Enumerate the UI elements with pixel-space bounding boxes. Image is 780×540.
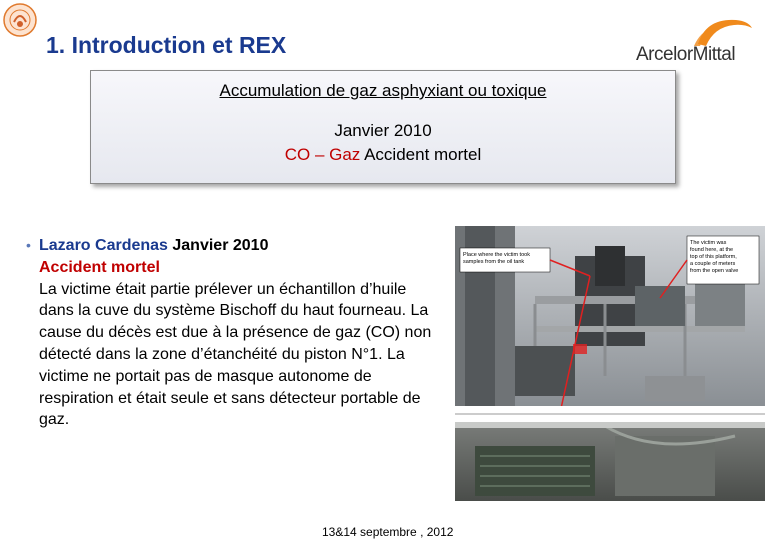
company-emblem-logo	[0, 0, 44, 44]
site-name: Lazaro Cardenas	[39, 237, 168, 254]
incident-description	[26, 235, 436, 431]
arcelormittal-logo	[636, 14, 754, 70]
page-title: 1. Introduction et REX	[46, 32, 287, 58]
svg-text:found here, at the: found here, at the	[690, 247, 734, 253]
brand-name: ArcelorMittal	[636, 44, 736, 65]
svg-text:Place where the victim took: Place where the victim took	[463, 252, 530, 258]
svg-text:from the open valve: from the open valve	[690, 268, 739, 274]
svg-text:top of this platform,: top of this platform,	[690, 254, 737, 260]
svg-text:The victim was: The victim was	[690, 240, 727, 246]
bullet-icon: •	[26, 237, 31, 253]
incident-site-photo	[455, 226, 765, 501]
footer-date: 13&14 septembre , 2012	[322, 525, 454, 539]
gas-type-label: CO – Gaz	[284, 145, 361, 164]
accident-label: Accident mortel	[360, 145, 482, 164]
incident-narrative: La victime était partie prélever un échantillon d’huile dans la cuve du système Bischoff du haut fourneau. La cause du décès est due à la présence de gaz (CO) non détecté dans la zone d’étanchéité du piston N°1. La victime ne portait pas de masque autonome de respiration et était seule et sans détecteur portable de gaz.	[39, 280, 432, 429]
svg-text:samples from the oil tank: samples from the oil tank	[463, 259, 525, 265]
fatal-accident-label: Accident mortel	[39, 258, 160, 276]
site-date: Janvier 2010	[167, 237, 269, 254]
incident-summary-box	[90, 70, 676, 184]
hazard-subtitle: Accumulation de gaz asphyxiant ou toxique	[219, 81, 547, 100]
incident-date: Janvier 2010	[334, 121, 432, 140]
incident-type	[91, 145, 675, 165]
svg-text:a couple of meters: a couple of meters	[690, 261, 736, 267]
arcelormittal-swoosh-icon	[636, 14, 754, 48]
